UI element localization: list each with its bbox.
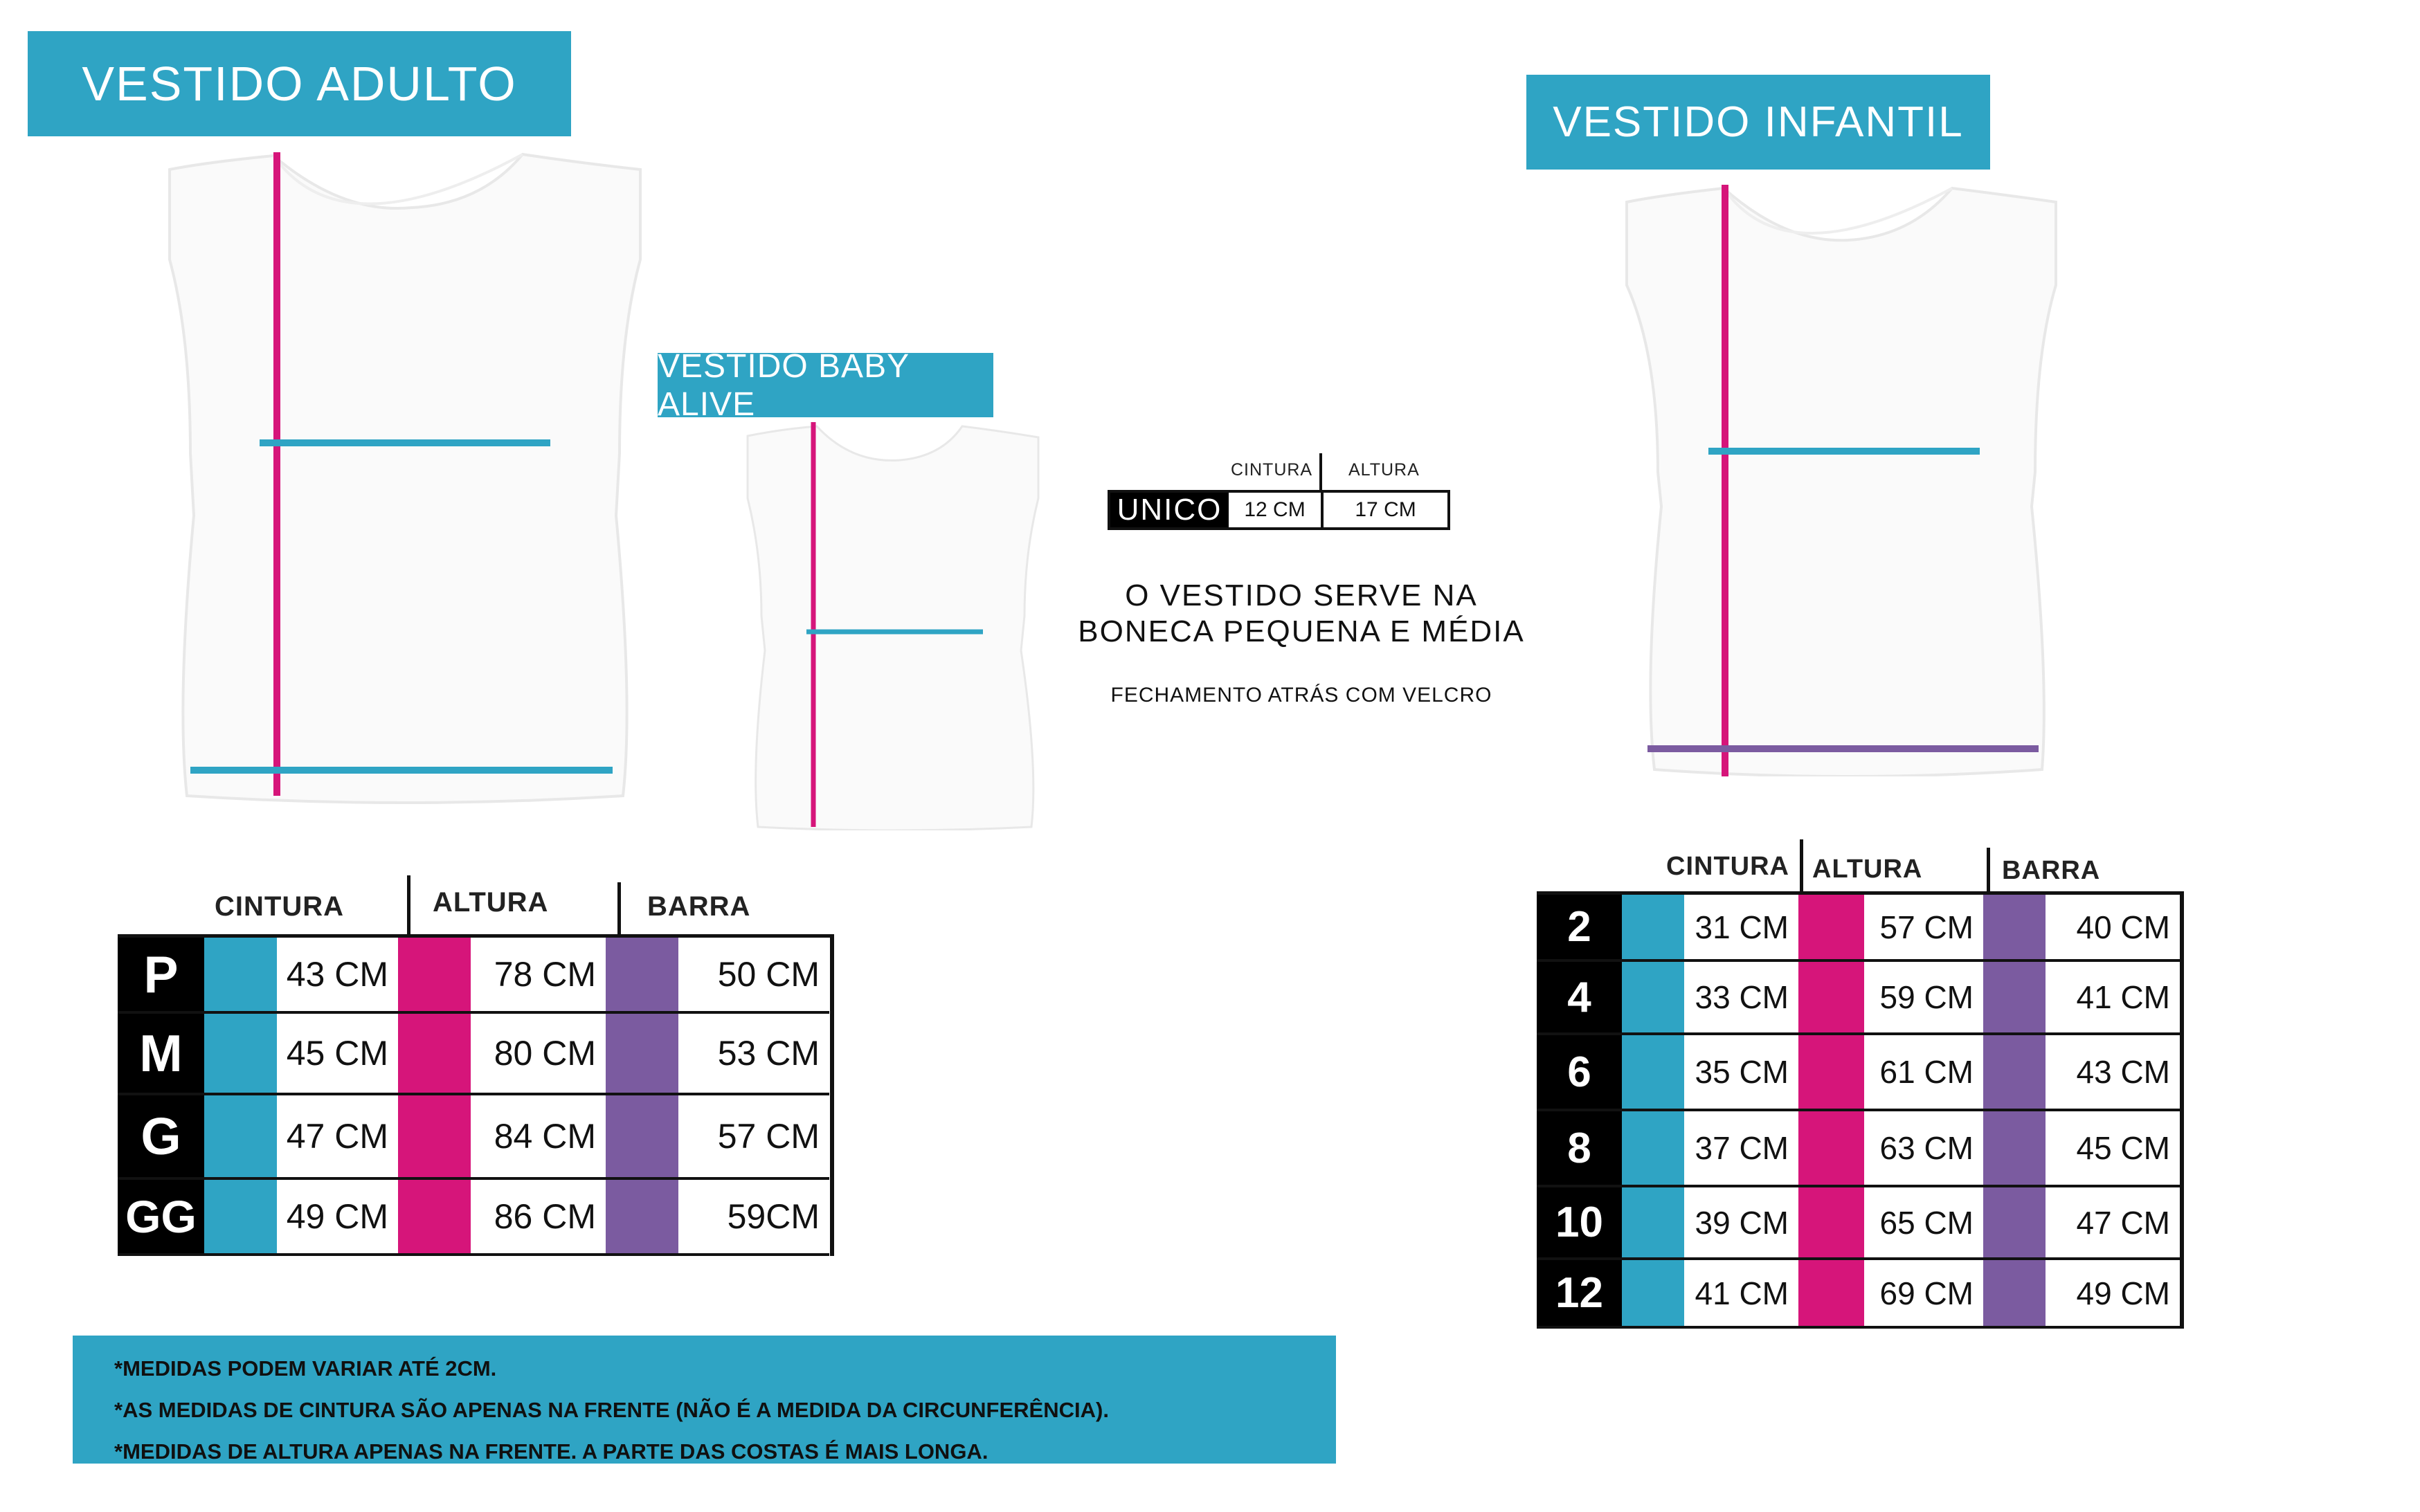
infantil-size-label: 4: [1537, 962, 1622, 1032]
infantil-header-divider-2: [1987, 848, 1990, 895]
adult-cintura-value: 47 CM: [277, 1095, 398, 1177]
altura-swatch: [1798, 895, 1864, 959]
barra-swatch: [606, 1095, 678, 1177]
adult-barra-value: 50 CM: [678, 938, 829, 1011]
infantil-row: [1537, 1187, 2180, 1260]
barra-swatch: [1983, 1035, 2046, 1109]
infantil-size-label: 8: [1537, 1111, 1622, 1185]
infantil-barra-value: 49 CM: [2046, 1260, 2180, 1326]
infantil-barra-value: 43 CM: [2046, 1035, 2180, 1109]
cintura-swatch: [1622, 962, 1684, 1032]
infantil-title: VESTIDO INFANTIL: [1553, 98, 1964, 146]
adult-dress-illustration: [163, 149, 647, 806]
infantil-altura-value: 59 CM: [1864, 962, 1983, 1032]
measurement-notes: [73, 1336, 1336, 1464]
adult-title: VESTIDO ADULTO: [82, 57, 517, 111]
infantil-altura-value: 61 CM: [1864, 1035, 1983, 1109]
infantil-dress-illustration: [1620, 181, 2063, 776]
baby-table-row: [1108, 490, 1450, 530]
infantil-row: [1537, 1111, 2180, 1187]
infantil-table-body: [1537, 891, 2184, 1329]
infantil-cintura-value: 39 CM: [1684, 1187, 1798, 1257]
infantil-row: [1537, 895, 2180, 962]
adult-barra-value: 59CM: [678, 1180, 829, 1253]
adult-row: [118, 1180, 829, 1256]
baby-size-table: [1108, 453, 1454, 533]
adult-altura-value: 80 CM: [471, 1014, 606, 1093]
cintura-swatch: [1622, 1035, 1684, 1109]
infantil-header-cintura: CINTURA: [1666, 852, 1789, 881]
baby-header-altura: ALTURA: [1348, 460, 1420, 480]
infantil-cintura-value: 31 CM: [1684, 895, 1798, 959]
infantil-altura-value: 57 CM: [1864, 895, 1983, 959]
baby-size-label: UNICO: [1110, 493, 1229, 527]
altura-swatch: [1798, 962, 1864, 1032]
adult-header-barra: BARRA: [647, 891, 751, 922]
note-line: *MEDIDAS PODEM VARIAR ATÉ 2CM.: [114, 1356, 497, 1381]
baby-fit-note: [1024, 578, 1578, 650]
barra-swatch: [606, 938, 678, 1011]
barra-swatch: [1983, 962, 2046, 1032]
adult-size-label: M: [118, 1014, 204, 1093]
baby-closure-note: FECHAMENTO ATRÁS COM VELCRO: [1110, 684, 1492, 707]
baby-altura-value: 17 CM: [1355, 498, 1416, 521]
adult-cintura-value: 45 CM: [277, 1014, 398, 1093]
adult-row: [118, 938, 829, 1014]
barra-swatch: [606, 1014, 678, 1093]
altura-swatch: [398, 938, 471, 1011]
infantil-barra-value: 45 CM: [2046, 1111, 2180, 1185]
adult-size-table: [118, 872, 838, 1259]
infantil-size-label: 10: [1537, 1187, 1622, 1257]
barra-swatch: [1983, 1111, 2046, 1185]
barra-swatch: [1983, 1260, 2046, 1326]
adult-barra-value: 53 CM: [678, 1014, 829, 1093]
baby-fit-line-1: O VESTIDO SERVE NA: [1125, 579, 1478, 612]
infantil-header-barra: BARRA: [2002, 856, 2101, 885]
adult-table-body: [118, 934, 834, 1256]
baby-header-divider: [1319, 453, 1322, 491]
altura-swatch: [1798, 1187, 1864, 1257]
infantil-altura-value: 65 CM: [1864, 1187, 1983, 1257]
adult-altura-value: 86 CM: [471, 1180, 606, 1253]
cintura-swatch: [1622, 1260, 1684, 1326]
infantil-size-label: 12: [1537, 1260, 1622, 1326]
altura-swatch: [398, 1180, 471, 1253]
infantil-size-label: 2: [1537, 895, 1622, 959]
infantil-barra-value: 40 CM: [2046, 895, 2180, 959]
baby-title: VESTIDO BABY ALIVE: [658, 347, 910, 423]
adult-header-altura: ALTURA: [433, 887, 549, 918]
barra-swatch: [1983, 1187, 2046, 1257]
infantil-size-label: 6: [1537, 1035, 1622, 1109]
adult-row: [118, 1014, 829, 1095]
baby-header-cintura: CINTURA: [1231, 460, 1313, 480]
adult-title-banner: [28, 31, 571, 136]
adult-size-label: G: [118, 1095, 204, 1177]
infantil-cintura-value: 37 CM: [1684, 1111, 1798, 1185]
infantil-cintura-value: 41 CM: [1684, 1260, 1798, 1326]
infantil-row: [1537, 1260, 2180, 1326]
baby-dress-illustration: [741, 422, 1045, 830]
adult-row: [118, 1095, 829, 1180]
infantil-cintura-value: 35 CM: [1684, 1035, 1798, 1109]
altura-swatch: [1798, 1035, 1864, 1109]
adult-cintura-value: 43 CM: [277, 938, 398, 1011]
baby-title-banner: [658, 347, 993, 423]
adult-barra-value: 57 CM: [678, 1095, 829, 1177]
altura-swatch: [1798, 1260, 1864, 1326]
adult-altura-value: 84 CM: [471, 1095, 606, 1177]
infantil-row: [1537, 1035, 2180, 1111]
infantil-header-altura: ALTURA: [1812, 855, 1923, 884]
altura-swatch: [1798, 1111, 1864, 1185]
adult-size-label: P: [118, 938, 204, 1011]
infantil-row: [1537, 962, 2180, 1035]
infantil-barra-value: 47 CM: [2046, 1187, 2180, 1257]
infantil-cintura-value: 33 CM: [1684, 962, 1798, 1032]
cintura-swatch: [1622, 1187, 1684, 1257]
infantil-size-table: [1537, 834, 2187, 1332]
infantil-altura-value: 63 CM: [1864, 1111, 1983, 1185]
baby-cintura-value: 12 CM: [1229, 493, 1324, 527]
adult-header-cintura: CINTURA: [215, 891, 344, 922]
infantil-header-divider-1: [1800, 839, 1803, 895]
cintura-swatch: [204, 1180, 277, 1253]
cintura-swatch: [1622, 895, 1684, 959]
adult-altura-value: 78 CM: [471, 938, 606, 1011]
infantil-barra-value: 41 CM: [2046, 962, 2180, 1032]
note-line: *MEDIDAS DE ALTURA APENAS NA FRENTE. A PARTE DAS COSTAS É MAIS LONGA.: [114, 1439, 988, 1464]
barra-swatch: [606, 1180, 678, 1253]
note-line: *AS MEDIDAS DE CINTURA SÃO APENAS NA FRENTE (NÃO É A MEDIDA DA CIRCUNFERÊNCIA).: [114, 1398, 1109, 1422]
adult-header-divider-2: [617, 882, 621, 934]
adult-header-divider-1: [407, 875, 410, 934]
altura-swatch: [398, 1014, 471, 1093]
cintura-swatch: [1622, 1111, 1684, 1185]
infantil-altura-value: 69 CM: [1864, 1260, 1983, 1326]
cintura-swatch: [204, 938, 277, 1011]
infantil-title-banner: [1526, 75, 1990, 170]
altura-swatch: [398, 1095, 471, 1177]
adult-size-label: GG: [118, 1180, 204, 1253]
cintura-swatch: [204, 1095, 277, 1177]
cintura-swatch: [204, 1014, 277, 1093]
baby-fit-line-2: BONECA PEQUENA E MÉDIA: [1078, 614, 1525, 648]
barra-swatch: [1983, 895, 2046, 959]
adult-cintura-value: 49 CM: [277, 1180, 398, 1253]
